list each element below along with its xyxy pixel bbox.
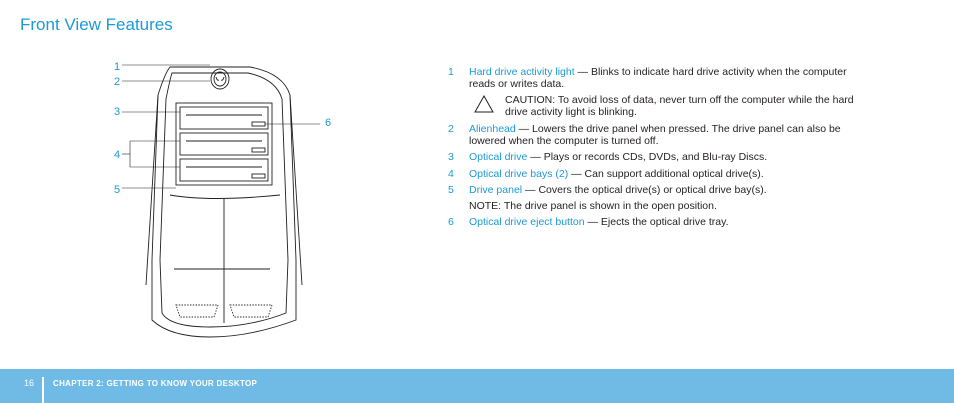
item-description: — Lowers the drive panel when pressed. The drive panel can also be lowered when the computer is turned off. <box>469 123 841 147</box>
item-number: 1 <box>448 66 454 78</box>
feature-list <box>448 67 868 234</box>
callout-2: 2 <box>114 76 121 88</box>
page-title: Front View Features <box>20 15 173 34</box>
item-term: Drive panel <box>469 184 523 196</box>
page-number: 16 <box>24 378 35 388</box>
item-term: Alienhead <box>469 123 516 135</box>
item-description: — Blinks to indicate hard drive activity when the computer reads or writes data. <box>469 66 847 90</box>
note-label: NOTE: <box>469 199 502 212</box>
item-description: — Covers the optical drive(s) or optical drive bay(s). <box>522 184 767 196</box>
callout-4: 4 <box>114 149 121 161</box>
callout-1: 1 <box>114 61 121 73</box>
item-number: 2 <box>448 123 454 135</box>
item-number: 6 <box>448 216 454 228</box>
list-item <box>448 152 868 164</box>
desktop-front-illustration <box>100 55 320 345</box>
list-item <box>448 124 868 147</box>
item-description: — Ejects the optical drive tray. <box>584 216 729 228</box>
item-term: Hard drive activity light <box>469 66 575 78</box>
item-number: 4 <box>448 167 454 180</box>
item-term: Optical drive <box>469 151 528 163</box>
caution-block <box>448 95 868 118</box>
item-term: Optical drive bays (2) <box>469 167 569 180</box>
callout-5: 5 <box>114 184 121 196</box>
item-description: — Plays or records CDs, DVDs, and Blu-ray Discs. <box>527 151 768 163</box>
item-number: 5 <box>448 184 454 196</box>
item-number: 3 <box>448 151 454 163</box>
item-term: Optical drive eject button <box>469 216 585 228</box>
callout-3: 3 <box>114 106 121 118</box>
caution-text: CAUTION: To avoid loss of data, never turn off the computer while the hard drive activity light is blinking. <box>505 94 854 118</box>
page-footer <box>0 369 954 403</box>
note-text: The drive panel is shown in the open position. <box>501 199 717 212</box>
list-item <box>448 169 868 181</box>
chapter-title: CHAPTER 2: GETTING TO KNOW YOUR DESKTOP <box>53 379 258 388</box>
item-description: — Can support additional optical drive(s). <box>568 167 764 180</box>
list-item <box>448 185 868 212</box>
callout-6: 6 <box>325 117 332 129</box>
list-item <box>448 67 868 90</box>
note <box>469 201 868 213</box>
footer-divider <box>42 377 44 403</box>
list-item <box>448 217 868 229</box>
caution-triangle-icon <box>474 95 494 113</box>
